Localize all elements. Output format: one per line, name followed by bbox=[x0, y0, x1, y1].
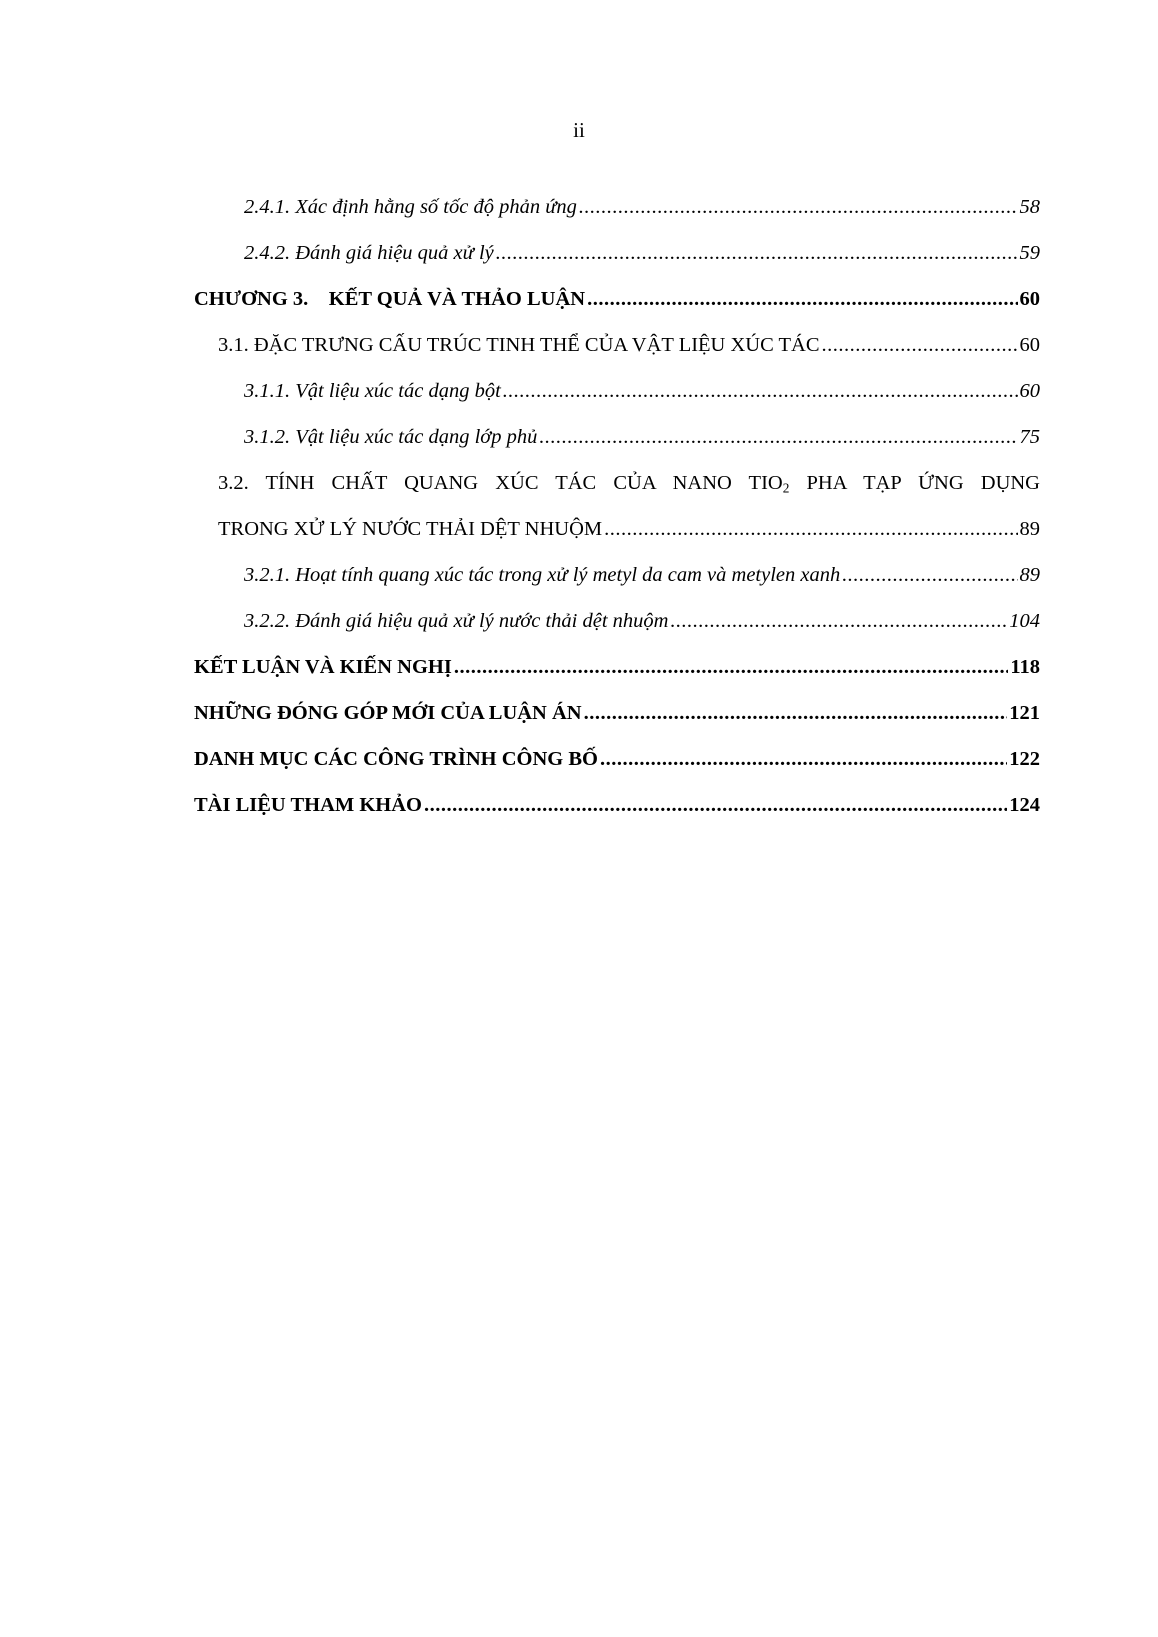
toc-entry-3-2[interactable] bbox=[194, 460, 1040, 552]
dot-leader bbox=[584, 690, 1008, 736]
page-number: ii bbox=[573, 118, 585, 142]
dot-leader bbox=[579, 184, 1018, 230]
toc-entry-title: CHƯƠNG 3. KẾT QUẢ VÀ THẢO LUẬN bbox=[194, 288, 586, 310]
toc-entry-3-1-2[interactable] bbox=[194, 414, 1040, 460]
toc-entry-2-4-1[interactable] bbox=[194, 184, 1040, 230]
toc-entry-page: 89 bbox=[1019, 564, 1040, 586]
toc-entry-dong-gop[interactable] bbox=[194, 690, 1040, 736]
toc-entry-2-4-2[interactable] bbox=[194, 230, 1040, 276]
dot-leader bbox=[539, 414, 1017, 460]
toc-entry-title-line2: TRONG XỬ LÝ NƯỚC THẢI DỆT NHUỘM bbox=[218, 518, 603, 540]
toc-entry-title: 3.1.1. Vật liệu xúc tác dạng bột bbox=[244, 380, 501, 402]
toc-entry-title: KẾT LUẬN VÀ KIẾN NGHỊ bbox=[194, 656, 452, 678]
toc-entry-page: 60 bbox=[1019, 288, 1040, 310]
toc-entry-title: 3.2.1. Hoạt tính quang xúc tác trong xử lý metyl da cam và metylen xanh bbox=[244, 564, 841, 586]
toc-entry-tai-lieu[interactable] bbox=[194, 782, 1040, 828]
toc-entry-page: 59 bbox=[1019, 242, 1040, 264]
toc-entry-page: 60 bbox=[1019, 334, 1040, 356]
toc-entry-3-1[interactable] bbox=[194, 322, 1040, 368]
toc-entry-chuong-3[interactable] bbox=[194, 276, 1040, 322]
dot-leader bbox=[822, 322, 1018, 368]
toc-entry-page: 122 bbox=[1009, 748, 1040, 770]
toc-entry-page: 58 bbox=[1019, 196, 1040, 218]
toc-entry-title-line1: 3.2. TÍNH CHẤT QUANG XÚC TÁC CỦA NANO $TIO_2$ PHA TẠP ỨNG DỤNG bbox=[218, 472, 1040, 496]
table-of-contents bbox=[194, 184, 1040, 828]
toc-entry-title: 2.4.2. Đánh giá hiệu quả xử lý bbox=[244, 242, 494, 264]
toc-entry-title: DANH MỤC CÁC CÔNG TRÌNH CÔNG BỐ bbox=[194, 748, 598, 770]
toc-entry-title: NHỮNG ĐÓNG GÓP MỚI CỦA LUẬN ÁN bbox=[194, 702, 582, 724]
toc-entry-page: 121 bbox=[1009, 702, 1040, 724]
toc-entry-title: 3.2.2. Đánh giá hiệu quả xử lý nước thải dệt nhuộm bbox=[244, 610, 669, 632]
toc-entry-3-2-2[interactable] bbox=[194, 598, 1040, 644]
dot-leader bbox=[604, 506, 1017, 552]
toc-entry-3-1-1[interactable] bbox=[194, 368, 1040, 414]
toc-entry-title: TÀI LIỆU THAM KHẢO bbox=[194, 794, 423, 816]
toc-entry-cong-trinh[interactable] bbox=[194, 736, 1040, 782]
toc-entry-page: 60 bbox=[1019, 380, 1040, 402]
toc-entry-page: 118 bbox=[1010, 656, 1040, 678]
dot-leader bbox=[503, 368, 1018, 414]
toc-entry-page: 75 bbox=[1019, 426, 1040, 448]
dot-leader bbox=[600, 736, 1007, 782]
dot-leader bbox=[496, 230, 1018, 276]
dot-leader bbox=[454, 644, 1009, 690]
toc-entry-title: 2.4.1. Xác định hằng số tốc độ phản ứng bbox=[244, 196, 577, 218]
dot-leader bbox=[670, 598, 1007, 644]
toc-entry-page: 89 bbox=[1019, 518, 1040, 540]
dot-leader bbox=[424, 782, 1007, 828]
toc-entry-title: 3.1. ĐẶC TRƯNG CẤU TRÚC TINH THỂ CỦA VẬT LIỆU XÚC TÁC bbox=[218, 334, 820, 356]
dot-leader bbox=[842, 552, 1017, 598]
dot-leader bbox=[587, 276, 1017, 322]
toc-entry-page: 104 bbox=[1009, 610, 1040, 632]
toc-entry-title: 3.1.2. Vật liệu xúc tác dạng lớp phủ bbox=[244, 426, 538, 448]
toc-entry-page: 124 bbox=[1009, 794, 1040, 816]
toc-entry-3-2-1[interactable] bbox=[194, 552, 1040, 598]
toc-entry-ket-luan[interactable] bbox=[194, 644, 1040, 690]
